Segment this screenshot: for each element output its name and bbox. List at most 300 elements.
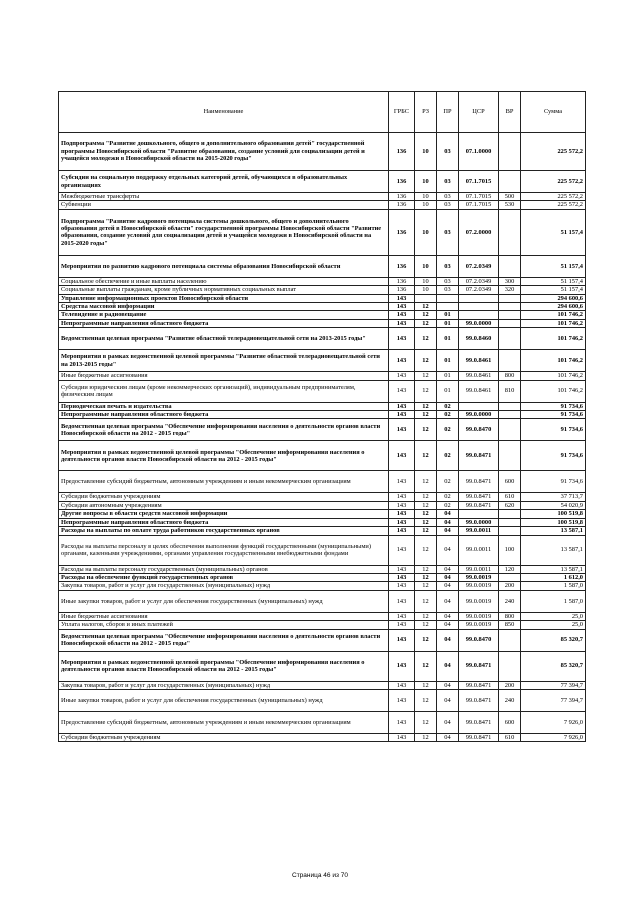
cell-rz (415, 294, 437, 302)
table-row (59, 590, 586, 612)
cell-vr: 500 (499, 193, 521, 201)
cell-csr: 99.0.8471 (459, 441, 499, 471)
cell-csr: 07.1.7015 (459, 201, 499, 209)
cell-pr: 04 (437, 527, 459, 535)
cell-pr: 04 (437, 565, 459, 573)
cell-sum: 54 020,9 (521, 501, 586, 509)
cell-grbs: 143 (389, 319, 415, 327)
cell-rz: 12 (415, 441, 437, 471)
cell-name: Субсидии на социальную поддержку отдельных категорий детей, обучающихся в образовательных организациях (59, 171, 389, 193)
cell-name: Подпрограмма "Развитие кадрового потенциала системы дошкольного, общего и дополнительного образования детей в Новосибирской области" государственной программы Новосибирской области "Развитие образования, создание условий для социализации детей и учащейся молодежи в Новосибирской области на 2015-2020 годы" (59, 209, 389, 255)
cell-sum: 225 572,2 (521, 171, 586, 193)
cell-grbs: 136 (389, 193, 415, 201)
cell-pr: 02 (437, 501, 459, 509)
cell-grbs: 143 (389, 733, 415, 741)
cell-vr (499, 419, 521, 441)
cell-csr: 99.0.8461 (459, 350, 499, 372)
table-row (59, 255, 586, 277)
cell-pr: 04 (437, 573, 459, 581)
header-sum: Сумма (521, 92, 586, 133)
cell-grbs: 143 (389, 527, 415, 535)
cell-pr: 04 (437, 689, 459, 711)
cell-rz: 12 (415, 350, 437, 372)
cell-name: Ведомственная целевая программа "Развитие областной телерадиовещательной сети на 2013-2015 годы" (59, 328, 389, 350)
header-vr: ВР (499, 92, 521, 133)
cell-csr: 99.0.0000 (459, 518, 499, 526)
cell-name: Средства массовой информации (59, 303, 389, 311)
cell-pr: 03 (437, 277, 459, 285)
cell-rz: 12 (415, 612, 437, 620)
cell-csr: 07.1.7015 (459, 193, 499, 201)
cell-vr (499, 510, 521, 518)
cell-csr: 07.2.0000 (459, 209, 499, 255)
header-csr: ЦСР (459, 92, 499, 133)
cell-name: Мероприятия в рамках ведомственной целевой программы "Обеспечение информирования населения о деятельности органов власти Новосибирской области на 2012 - 2015 годы" (59, 651, 389, 681)
cell-grbs: 143 (389, 294, 415, 302)
cell-csr: 99.0.8470 (459, 629, 499, 651)
cell-vr (499, 441, 521, 471)
cell-sum: 100 519,8 (521, 510, 586, 518)
cell-pr: 01 (437, 380, 459, 402)
table-row (59, 573, 586, 581)
cell-vr (499, 629, 521, 651)
cell-sum: 225 572,2 (521, 133, 586, 171)
cell-rz: 12 (415, 510, 437, 518)
cell-csr: 99.0.8460 (459, 328, 499, 350)
table-row (59, 565, 586, 573)
cell-pr: 02 (437, 493, 459, 501)
cell-rz: 12 (415, 493, 437, 501)
cell-grbs: 136 (389, 286, 415, 294)
cell-sum: 101 746,2 (521, 350, 586, 372)
cell-name: Расходы на выплаты персоналу в целях обеспечения выполнения функций государственными (муниципальными) органами, казенными учреждениями, органами управления государственными внебюджетными фондами (59, 535, 389, 565)
cell-vr: 620 (499, 501, 521, 509)
cell-name: Расходы на выплаты по оплате труда работников государственных органов (59, 527, 389, 535)
table-row (59, 133, 586, 171)
table-row (59, 419, 586, 441)
cell-vr: 100 (499, 535, 521, 565)
cell-grbs: 143 (389, 629, 415, 651)
cell-sum: 51 157,4 (521, 277, 586, 285)
cell-name: Ведомственная целевая программа "Обеспечение информирования населения о деятельности органов власти Новосибирской области на 2012 - 2015 годы" (59, 419, 389, 441)
cell-name: Управление информационных проектов Новосибирской области (59, 294, 389, 302)
page-number: Страница 46 из 70 (292, 872, 348, 879)
header-rz: РЗ (415, 92, 437, 133)
table-row (59, 411, 586, 419)
cell-rz: 10 (415, 277, 437, 285)
cell-csr: 99.0.8471 (459, 681, 499, 689)
cell-vr: 600 (499, 471, 521, 493)
table-row (59, 612, 586, 620)
cell-vr: 240 (499, 590, 521, 612)
cell-vr (499, 518, 521, 526)
cell-sum: 77 394,7 (521, 689, 586, 711)
cell-name: Непрограммные направления областного бюджета (59, 518, 389, 526)
cell-csr: 99.0.0019 (459, 612, 499, 620)
cell-sum: 25,0 (521, 621, 586, 629)
table-row (59, 372, 586, 380)
cell-grbs: 143 (389, 419, 415, 441)
table-row (59, 621, 586, 629)
cell-csr: 07.2.0349 (459, 286, 499, 294)
cell-rz: 10 (415, 255, 437, 277)
cell-sum: 101 746,2 (521, 311, 586, 319)
cell-csr (459, 303, 499, 311)
cell-grbs: 143 (389, 711, 415, 733)
cell-rz: 12 (415, 621, 437, 629)
cell-sum: 1 587,0 (521, 582, 586, 590)
cell-pr: 02 (437, 471, 459, 493)
cell-name: Уплата налогов, сборов и иных платежей (59, 621, 389, 629)
cell-vr: 800 (499, 372, 521, 380)
cell-grbs: 143 (389, 582, 415, 590)
cell-rz: 12 (415, 651, 437, 681)
cell-vr (499, 411, 521, 419)
cell-pr: 04 (437, 510, 459, 518)
cell-name: Социальное обеспечение и иные выплаты населению (59, 277, 389, 285)
cell-rz: 12 (415, 681, 437, 689)
cell-vr: 610 (499, 493, 521, 501)
table-row (59, 311, 586, 319)
cell-pr: 01 (437, 319, 459, 327)
cell-rz: 12 (415, 501, 437, 509)
cell-sum: 51 157,4 (521, 286, 586, 294)
cell-grbs: 143 (389, 328, 415, 350)
cell-vr: 320 (499, 286, 521, 294)
cell-rz: 12 (415, 565, 437, 573)
cell-pr: 03 (437, 133, 459, 171)
cell-pr: 04 (437, 535, 459, 565)
cell-sum: 225 572,2 (521, 201, 586, 209)
cell-vr (499, 527, 521, 535)
table-row (59, 629, 586, 651)
cell-csr: 07.2.0349 (459, 255, 499, 277)
cell-vr (499, 573, 521, 581)
table-row (59, 681, 586, 689)
cell-name: Ведомственная целевая программа "Обеспечение информирования населения о деятельности органов власти Новосибирской области на 2012 - 2015 годы" (59, 629, 389, 651)
cell-vr (499, 171, 521, 193)
table-row (59, 518, 586, 526)
cell-pr: 02 (437, 419, 459, 441)
table-row (59, 733, 586, 741)
table-row (59, 193, 586, 201)
header-pr: ПР (437, 92, 459, 133)
cell-vr: 240 (499, 689, 521, 711)
table-row (59, 689, 586, 711)
cell-pr: 03 (437, 286, 459, 294)
cell-csr (459, 311, 499, 319)
cell-pr: 04 (437, 711, 459, 733)
cell-sum: 7 926,0 (521, 733, 586, 741)
table-row (59, 328, 586, 350)
table-row (59, 319, 586, 327)
cell-grbs: 143 (389, 471, 415, 493)
cell-grbs: 143 (389, 565, 415, 573)
cell-rz: 10 (415, 133, 437, 171)
table-row (59, 510, 586, 518)
cell-pr: 01 (437, 372, 459, 380)
cell-rz: 12 (415, 471, 437, 493)
cell-vr: 810 (499, 380, 521, 402)
cell-sum: 91 734,6 (521, 411, 586, 419)
cell-csr: 99.0.8471 (459, 733, 499, 741)
cell-rz: 12 (415, 573, 437, 581)
cell-pr: 02 (437, 411, 459, 419)
cell-rz: 12 (415, 372, 437, 380)
table-row (59, 711, 586, 733)
cell-sum: 225 572,2 (521, 193, 586, 201)
cell-vr: 850 (499, 621, 521, 629)
cell-pr: 03 (437, 193, 459, 201)
cell-grbs: 143 (389, 651, 415, 681)
cell-vr (499, 209, 521, 255)
cell-csr: 99.0.8470 (459, 419, 499, 441)
cell-sum: 91 734,6 (521, 471, 586, 493)
table-row (59, 535, 586, 565)
cell-csr: 99.0.8471 (459, 501, 499, 509)
cell-name: Непрограммные направления областного бюджета (59, 411, 389, 419)
cell-pr: 04 (437, 612, 459, 620)
cell-sum: 51 157,4 (521, 255, 586, 277)
cell-sum: 294 600,6 (521, 303, 586, 311)
cell-sum: 13 587,1 (521, 527, 586, 535)
table-row (59, 277, 586, 285)
cell-pr: 04 (437, 590, 459, 612)
table-row (59, 402, 586, 410)
cell-name: Иные закупки товаров, работ и услуг для обеспечения государственных (муниципальных) нужд (59, 689, 389, 711)
cell-pr: 04 (437, 629, 459, 651)
cell-rz: 12 (415, 733, 437, 741)
cell-grbs: 143 (389, 590, 415, 612)
cell-grbs: 143 (389, 612, 415, 620)
cell-rz: 12 (415, 311, 437, 319)
cell-grbs: 143 (389, 441, 415, 471)
table-row (59, 527, 586, 535)
cell-rz: 12 (415, 402, 437, 410)
cell-csr: 99.0.8471 (459, 711, 499, 733)
cell-sum: 91 734,6 (521, 419, 586, 441)
cell-grbs: 143 (389, 501, 415, 509)
cell-name: Расходы на обеспечение функций государственных органов (59, 573, 389, 581)
cell-name: Закупка товаров, работ и услуг для государственных (муниципальных) нужд (59, 681, 389, 689)
cell-rz: 12 (415, 411, 437, 419)
cell-csr: 07.1.7015 (459, 171, 499, 193)
table-row (59, 286, 586, 294)
cell-name: Субсидии бюджетным учреждениям (59, 493, 389, 501)
cell-grbs: 143 (389, 621, 415, 629)
cell-pr: 02 (437, 441, 459, 471)
cell-name: Другие вопросы в области средств массовой информации (59, 510, 389, 518)
cell-vr (499, 319, 521, 327)
cell-sum: 7 926,0 (521, 711, 586, 733)
table-row (59, 651, 586, 681)
cell-sum: 101 746,2 (521, 328, 586, 350)
header-name: Наименование (59, 92, 389, 133)
cell-name: Иные бюджетные ассигнования (59, 372, 389, 380)
cell-csr: 99.0.8461 (459, 372, 499, 380)
cell-rz: 10 (415, 209, 437, 255)
table-row (59, 201, 586, 209)
cell-sum: 25,0 (521, 612, 586, 620)
cell-grbs: 143 (389, 380, 415, 402)
cell-pr: 01 (437, 350, 459, 372)
cell-rz: 12 (415, 535, 437, 565)
cell-rz: 10 (415, 201, 437, 209)
cell-grbs: 143 (389, 573, 415, 581)
cell-csr: 07.1.0000 (459, 133, 499, 171)
cell-name: Субсидии бюджетным учреждениям (59, 733, 389, 741)
table-row (59, 493, 586, 501)
cell-vr (499, 402, 521, 410)
cell-grbs: 143 (389, 493, 415, 501)
cell-rz: 12 (415, 689, 437, 711)
cell-vr: 200 (499, 582, 521, 590)
cell-grbs: 136 (389, 201, 415, 209)
table-row (59, 471, 586, 493)
cell-name: Иные бюджетные ассигнования (59, 612, 389, 620)
cell-grbs: 143 (389, 402, 415, 410)
cell-vr (499, 255, 521, 277)
cell-csr: 99.0.0019 (459, 582, 499, 590)
cell-grbs: 143 (389, 681, 415, 689)
cell-rz: 12 (415, 328, 437, 350)
cell-csr: 99.0.8461 (459, 380, 499, 402)
cell-grbs: 136 (389, 277, 415, 285)
cell-name: Межбюджетные трансферты (59, 193, 389, 201)
table-row (59, 303, 586, 311)
cell-csr: 99.0.0000 (459, 411, 499, 419)
cell-csr: 99.0.0000 (459, 319, 499, 327)
cell-name: Предоставление субсидий бюджетным, автономным учреждениям и иным некоммерческим организациям (59, 711, 389, 733)
table-body (59, 133, 586, 742)
cell-grbs: 136 (389, 133, 415, 171)
cell-grbs: 143 (389, 350, 415, 372)
cell-name: Субсидии автономным учреждениям (59, 501, 389, 509)
cell-grbs: 143 (389, 518, 415, 526)
cell-csr: 99.0.0011 (459, 535, 499, 565)
table-row (59, 582, 586, 590)
cell-rz: 12 (415, 590, 437, 612)
header-grbs: ГРБС (389, 92, 415, 133)
cell-sum: 77 394,7 (521, 681, 586, 689)
cell-vr: 800 (499, 612, 521, 620)
cell-vr: 610 (499, 733, 521, 741)
cell-pr: 01 (437, 328, 459, 350)
cell-name: Подпрограмма "Развитие дошкольного, общего и дополнительного образования детей" государственной программы Новосибирской области "Развитие образования, создание условий для социализации детей и учащейся молодежи в Новосибирской области на 2015-2020 годы" (59, 133, 389, 171)
cell-grbs: 143 (389, 689, 415, 711)
cell-sum: 91 734,6 (521, 402, 586, 410)
cell-sum: 1 612,0 (521, 573, 586, 581)
cell-name: Закупка товаров, работ и услуг для государственных (муниципальных) нужд (59, 582, 389, 590)
cell-grbs: 136 (389, 255, 415, 277)
budget-table (58, 91, 586, 742)
cell-name: Мероприятия в рамках ведомственной целевой программы "Развитие областной телерадиовещательной сети на 2013-2015 годы" (59, 350, 389, 372)
cell-rz: 12 (415, 380, 437, 402)
cell-grbs: 143 (389, 372, 415, 380)
cell-sum: 13 587,1 (521, 535, 586, 565)
cell-rz: 10 (415, 171, 437, 193)
cell-name: Периодическая печать и издательства (59, 402, 389, 410)
cell-name: Иные закупки товаров, работ и услуг для обеспечения государственных (муниципальных) нужд (59, 590, 389, 612)
cell-pr (437, 294, 459, 302)
cell-grbs: 143 (389, 510, 415, 518)
cell-sum: 100 519,8 (521, 518, 586, 526)
cell-pr: 03 (437, 209, 459, 255)
table-row (59, 380, 586, 402)
cell-grbs: 136 (389, 209, 415, 255)
cell-sum: 101 746,2 (521, 380, 586, 402)
cell-grbs: 143 (389, 411, 415, 419)
cell-pr: 04 (437, 518, 459, 526)
table-row (59, 350, 586, 372)
cell-grbs: 136 (389, 171, 415, 193)
cell-csr (459, 510, 499, 518)
cell-rz: 12 (415, 527, 437, 535)
cell-csr: 99.0.8471 (459, 689, 499, 711)
cell-name: Субвенции (59, 201, 389, 209)
cell-csr (459, 294, 499, 302)
cell-csr: 99.0.0019 (459, 621, 499, 629)
cell-vr: 120 (499, 565, 521, 573)
cell-sum: 51 157,4 (521, 209, 586, 255)
cell-grbs: 143 (389, 311, 415, 319)
cell-rz: 10 (415, 193, 437, 201)
cell-rz: 12 (415, 518, 437, 526)
table-row (59, 294, 586, 302)
cell-pr: 01 (437, 311, 459, 319)
cell-vr (499, 328, 521, 350)
cell-name: Социальные выплаты гражданам, кроме публичных нормативных социальных выплат (59, 286, 389, 294)
table-row (59, 441, 586, 471)
cell-pr: 03 (437, 201, 459, 209)
cell-csr: 99.0.0011 (459, 527, 499, 535)
cell-vr (499, 133, 521, 171)
cell-rz: 12 (415, 319, 437, 327)
cell-csr: 99.0.0011 (459, 565, 499, 573)
cell-sum: 13 587,1 (521, 565, 586, 573)
cell-pr: 04 (437, 651, 459, 681)
cell-rz: 12 (415, 629, 437, 651)
cell-rz: 12 (415, 303, 437, 311)
table-row (59, 209, 586, 255)
cell-rz: 12 (415, 711, 437, 733)
cell-sum: 37 713,7 (521, 493, 586, 501)
cell-pr: 04 (437, 582, 459, 590)
cell-pr: 04 (437, 733, 459, 741)
table-header-row (59, 92, 586, 133)
cell-vr (499, 311, 521, 319)
cell-vr: 200 (499, 681, 521, 689)
cell-pr (437, 303, 459, 311)
table-row (59, 501, 586, 509)
cell-vr (499, 651, 521, 681)
cell-csr: 07.2.0349 (459, 277, 499, 285)
cell-name: Мероприятия в рамках ведомственной целевой программы "Обеспечение информирования населения о деятельности органов власти Новосибирской области на 2012 - 2015 годы" (59, 441, 389, 471)
cell-grbs: 143 (389, 535, 415, 565)
cell-pr: 03 (437, 255, 459, 277)
cell-sum: 294 600,6 (521, 294, 586, 302)
cell-csr: 99.0.8471 (459, 471, 499, 493)
cell-sum: 101 746,2 (521, 372, 586, 380)
cell-sum: 1 587,0 (521, 590, 586, 612)
cell-pr: 02 (437, 402, 459, 410)
cell-sum: 101 746,2 (521, 319, 586, 327)
cell-sum: 85 320,7 (521, 651, 586, 681)
cell-vr: 600 (499, 711, 521, 733)
cell-vr: 300 (499, 277, 521, 285)
cell-csr (459, 402, 499, 410)
cell-csr: 99.0.8471 (459, 651, 499, 681)
